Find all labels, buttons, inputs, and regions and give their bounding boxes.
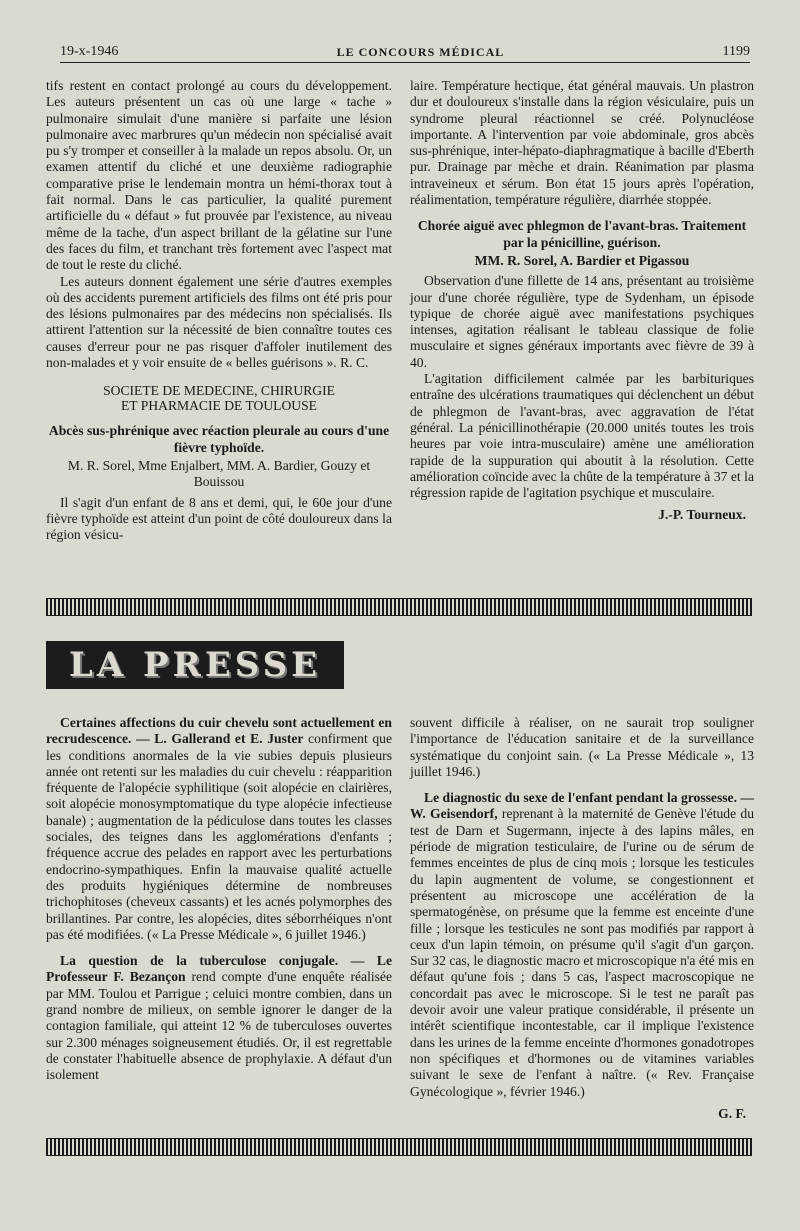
society-heading bbox=[46, 383, 392, 413]
article-title: La question de la tuberculose conjugale. bbox=[60, 953, 339, 969]
article-authors: M. R. Sorel, Mme Enjalbert, MM. A. Bardier, Gouzy et Bouissou bbox=[67, 457, 371, 490]
article-title: Abcès sus-phrénique avec réaction pleurale au cours d'une fièvre typhoïde. bbox=[48, 423, 390, 455]
article-body: rend compte d'une enquête réalisée par MM. Toulou et Parrigue ; celuici montre combien, dans un grand nombre de milieux, on semble ignorer le danger de la contagion familiale, qui atteint 12 % de tuberculoses ouvertes sur 2.300 ménages soigneusement étudiés. Or, il est regrettable de constater l'habituelle absence de prophylaxie. A défaut d'un isolement bbox=[46, 969, 393, 1083]
press-article bbox=[46, 953, 392, 1083]
signature: G. F. bbox=[718, 1105, 746, 1121]
article-title: Certaines affections du cuir chevelu sont actuellement en recrudescence. bbox=[46, 715, 392, 747]
banner-title: LA PRESSE bbox=[68, 645, 322, 685]
paragraph: Il s'agit d'un enfant de 8 ans et demi, qui, le 60e jour d'une fièvre typhoïde est atteint d'un point de côté douloureux dans la région vésicu- bbox=[46, 494, 392, 543]
signature: J.-P. Tourneux. bbox=[658, 507, 746, 523]
paragraph: Les auteurs donnent également une série d'autres exemples où des accidents purement artificiels des films ont été pris pour des lésions pulmonaires par des médecins non spécialisés. Ils attirent l'attention sur la nécessité de bien connaître toutes ces causes d'erreur pour ne pas risquer d'affoler inutilement des non-malades et y voir ensuite de « belles guérisons ». R. C. bbox=[46, 273, 392, 371]
paragraph: tifs restent en contact prolongé au cours du développement. Les auteurs présentent un cas où une large « tache » pulmonaire simulait d'une manière si parfaite une lésion pulmonaire avec marbrures qu'un médecin non spécialisé avait pu s'y tromper et conseiller à la malade un repos absolu. Or, un examen attentif du cliché et une deuxième radiographie comparative prise le lendemain montra un hémi-thorax tout à fait normal. Dans le cas particulier, la qualité purement artificielle du « défaut » fut prouvée par l'existence, au niveau même de la tache, d'un aspect brillant de la gélatine sur l'une des faces du film, et tranchant très fortement avec l'aspect mat de tout le reste du cliché. bbox=[46, 78, 392, 273]
bottom-right-column bbox=[410, 715, 754, 1122]
press-article bbox=[46, 715, 392, 943]
press-article bbox=[410, 790, 754, 1100]
divider-bar bbox=[46, 1138, 752, 1156]
article-authors: — L. Gallerand et E. Juster bbox=[136, 731, 304, 747]
article-authors: — Le Professeur F. Bezançon bbox=[46, 953, 392, 985]
paragraph: L'agitation difficilement calmée par les barbituriques entraîne des ulcérations traumatiques qui déclenchent un début de phlegmon de l'avant-bras, avec aggravation de l'état général. La pénicillinothérapie (20.000 unités toutes les trois heures par voie intra-musculaire) amène une amélioration rapide de la suppuration qui aboutit à la résolution. Cette amélioration coïncide avec la chûte de la température à 37 et la régression rapide de l'agitation psychique et musculaire. bbox=[410, 371, 754, 501]
paragraph: Observation d'une fillette de 14 ans, présentant au troisième jour d'une chorée régulière, type de Sydenham, un épisode typique de chorée aiguë avec manifestations psychiques intenses, agitation réalisant le tableau classique de folie musculaire et signes généraux importants avec fièvre de 39 à 40. bbox=[410, 273, 754, 370]
article-authors: — W. Geisendorf, bbox=[410, 790, 754, 822]
page-header bbox=[60, 34, 750, 63]
article-body: reprenant à la maternité de Genève l'étude du test de Darn et Sugermann, injecte à des lapins mâles, en période de migration testiculaire, de l'urine ou de sérum de femmes enceintes de plus de cinq mois ; lorsque les testicules du lapin augmentent de volume, se congestionnent et présentent au microscope une accélération de la spermatogénèse, on présume que la femme est enceinte d'une fille ; lorsque les testicules ne sont pas modifiés par rapport à ceux d'un lapin témoin, on présume qu'il s'agit d'un garçon. Sur 32 cas, le diagnostic macro et microscopique n'a été mis en défaut qu'une fois ; dans 5 cas, l'aspect macroscopique ne concordait pas avec le microscope. Si le test ne paraît pas devoir avoir une valeur pratique considérable, il présente un intérêt scientifique incontestable, car il implique l'existence dans les urines de la femme enceinte d'hormones gonadotropes non spécifiques et d'hormones ou de vitamines variables suivant le sexe de l'enfant à naître. (« Rev. Française Gynécologique », février 1946.) bbox=[410, 806, 755, 1099]
society-line: ET PHARMACIE DE TOULOUSE bbox=[121, 398, 317, 414]
article-authors: MM. R. Sorel, A. Bardier et Pigassou bbox=[474, 252, 690, 268]
article-body: confirment que les conditions anormales de la vie subies depuis plusieurs année ont retenti sur les maladies du cuir chevelu : réapparition fréquente de l'alopécie syphilitique (soit alopécie en clairières, soit alopécie monosymptomatique du type alopécie infectieuse banale) ; augmentation de la pédiculose dans toutes les classes sociales, des teignes dans les agglomérations d'enfants ; fréquence accrue des pelades en rapport avec les perturbations endocrino-sympathiques. Enfin la mauvaise qualité actuelle des produits hygiéniques détermine de nombreuses trichophitoses (cheveux cassants) et les acnés polymorphes des brillantines. Par contre, les alopécies, dites séborrhéiques n'ont pas été modifiées. (« La Presse Médicale », 6 juillet 1946.) bbox=[46, 731, 393, 942]
header-page-number: 1199 bbox=[722, 44, 750, 59]
header-date: 19-x-1946 bbox=[60, 44, 119, 59]
society-line: SOCIETE DE MEDECINE, CHIRURGIE bbox=[103, 383, 335, 399]
header-journal: LE CONCOURS MÉDICAL bbox=[336, 45, 505, 59]
top-left-column bbox=[46, 78, 392, 543]
section-banner bbox=[46, 641, 344, 689]
article-title: Chorée aiguë avec phlegmon de l'avant-bras. Traitement par la pénicilline, guérison. bbox=[417, 218, 747, 250]
top-right-column bbox=[410, 78, 754, 524]
paragraph: laire. Température hectique, état général mauvais. Un plastron dur et douloureux s'installe dans la région vésiculaire, puis un syndrome pleural réactionnel se créé. Polynucléose importante. A l'intervention par voie abdominale, gros abcès sus-phrénique, inter-hépato-diaphragmatique à bacille d'Eberth pur. Drainage par mèche et drain. Réanimation par plasma intraveineux et sérum. Bon état 15 jours après l'opération, réalimentation, température régulière, diarrhée stoppée. bbox=[410, 78, 754, 208]
divider-bar bbox=[46, 598, 752, 616]
paragraph: souvent difficile à réaliser, on ne saurait trop souligner l'importance de l'éducation sanitaire et de la surveillance systématique du conjoint sain. (« La Presse Médicale », 13 juillet 1946.) bbox=[410, 715, 754, 779]
article-title: Le diagnostic du sexe de l'enfant pendant la grossesse. bbox=[424, 790, 737, 806]
bottom-left-column bbox=[46, 715, 392, 1084]
